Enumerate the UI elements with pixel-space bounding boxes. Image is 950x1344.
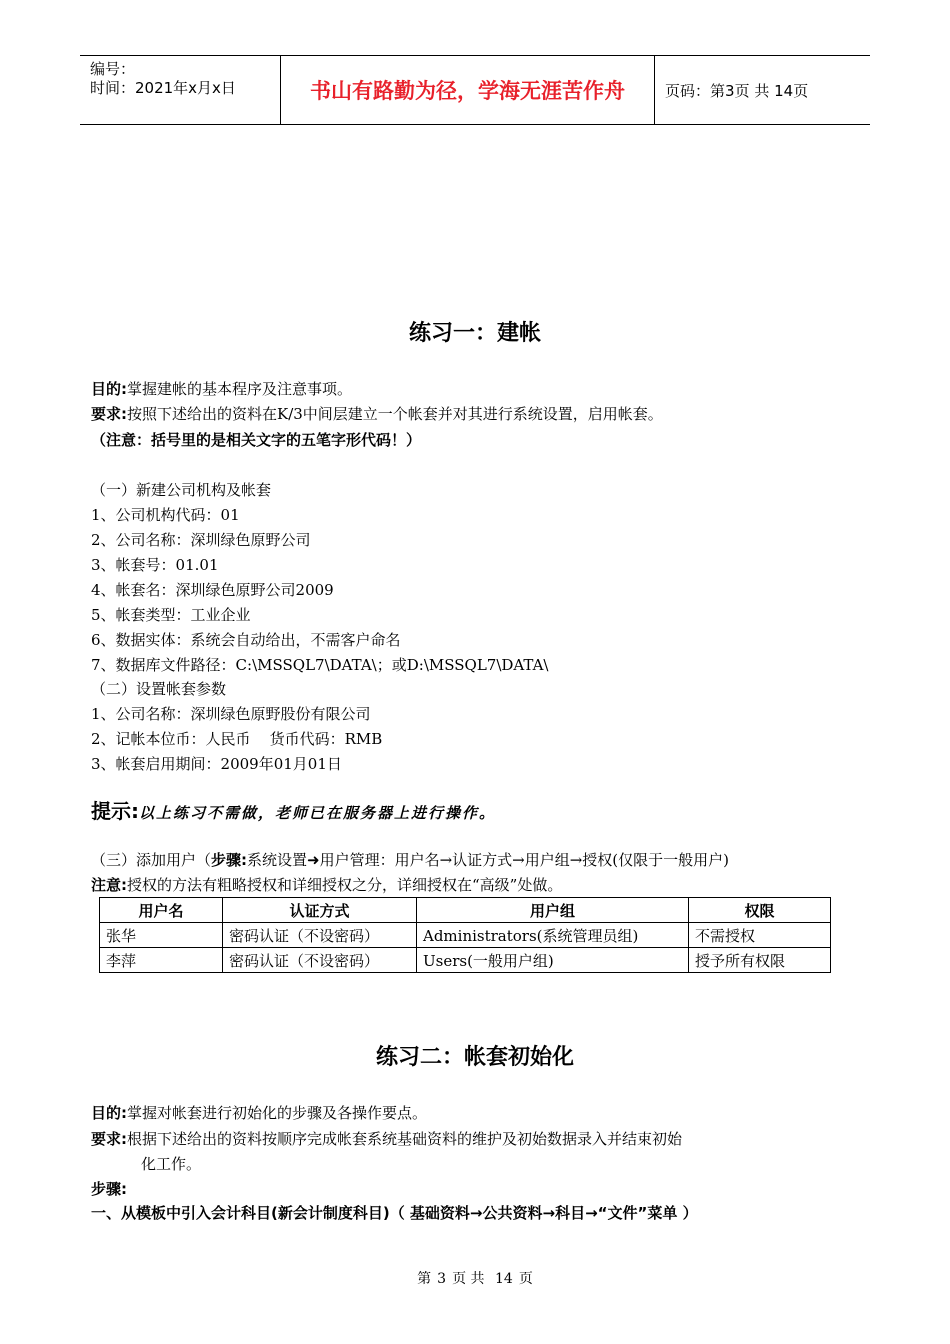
header-info-cell — [80, 56, 281, 124]
page-footer: 第 3 页 共 14 页 — [417, 1271, 533, 1287]
header-motto-cell — [281, 56, 655, 124]
exercise1-note: （注意：括号里的是相关文字的五笔字形代码！） — [91, 431, 422, 449]
section2-item: 1、公司名称：深圳绿色原野股份有限公司 — [91, 705, 371, 723]
section1-item: 5、帐套类型：工业企业 — [91, 606, 251, 624]
section3-title: （三）添加用户（步骤:系统设置➜用户管理：用户名→认证方式→用户组→授权(仅限于一般用户) — [91, 851, 729, 869]
exercise2-title: 练习二：帐套初始化 — [375, 1045, 574, 1070]
exercise2-requirement: 要求:根据下述给出的资料按顺序完成帐套系统基础资料的维护及初始数据录入并结束初始 — [91, 1130, 683, 1148]
table-cell: Users(一般用户组) — [417, 948, 689, 973]
exercise2-step1: 一、从模板中引入会计科目(新会计制度科目)（ 基础资料→公共资料→科目→“文件”菜单 ） — [91, 1204, 698, 1222]
exercise2-requirement-cont: 化工作。 — [141, 1155, 202, 1173]
hint-text: 以上练习不需做，老师已在服务器上进行操作。 — [139, 804, 497, 822]
section1-item: 6、数据实体：系统会自动给出，不需客户命名 — [91, 631, 401, 649]
section2-item: 2、记帐本位币：人民币 货币代码：RMB — [91, 730, 383, 748]
table-cell: 不需授权 — [689, 923, 831, 948]
exercise1-requirement: 要求:按照下述给出的资料在K/3中间层建立一个帐套并对其进行系统设置，启用帐套。 — [91, 405, 663, 423]
table-cell: 张华 — [100, 923, 223, 948]
section1-item: 1、公司机构代码：01 — [91, 506, 240, 524]
section1-item: 7、数据库文件路径：C:\MSSQL7\DATA\；或D:\MSSQL7\DATA\ — [91, 656, 549, 674]
table-cell: Administrators(系统管理员组) — [417, 923, 689, 948]
section1-item: 2、公司名称：深圳绿色原野公司 — [91, 531, 311, 549]
table-cell: 密码认证（不设密码） — [223, 923, 417, 948]
table-header: 用户组 — [417, 898, 689, 923]
exercise2-goal: 目的:掌握对帐套进行初始化的步骤及各操作要点。 — [91, 1104, 428, 1122]
section1-item: 4、帐套名：深圳绿色原野公司2009 — [91, 581, 334, 599]
exercise1-goal: 目的:掌握建帐的基本程序及注意事项。 — [91, 380, 353, 398]
section2-title: （二）设置帐套参数 — [91, 680, 227, 698]
hint-label: 提示: — [91, 799, 139, 823]
table-header-row — [100, 898, 831, 923]
table-header: 用户名 — [100, 898, 223, 923]
table-header: 认证方式 — [223, 898, 417, 923]
users-table — [99, 897, 831, 973]
table-header: 权限 — [689, 898, 831, 923]
doc-time-label: 时间：2021年x月x日 — [90, 79, 236, 97]
section2-item: 3、帐套启用期间：2009年01月01日 — [91, 755, 342, 773]
table-cell: 李萍 — [100, 948, 223, 973]
section1-item: 3、帐套号：01.01 — [91, 556, 219, 574]
section1-title: （一）新建公司机构及帐套 — [91, 481, 272, 499]
table-row — [100, 923, 831, 948]
doc-number-label: 编号： — [90, 60, 136, 78]
hint — [91, 797, 496, 827]
section3-note: 注意:授权的方法有粗略授权和详细授权之分，详细授权在“高级”处做。 — [91, 876, 563, 894]
header-motto: 书山有路勤为径，学海无涯苦作舟 — [310, 79, 625, 103]
page-header — [80, 55, 870, 125]
header-page-cell — [655, 56, 870, 124]
exercise2-steps-label: 步骤: — [91, 1180, 127, 1198]
table-cell: 密码认证（不设密码） — [223, 948, 417, 973]
exercise1-title: 练习一：建帐 — [408, 321, 541, 346]
table-cell: 授予所有权限 — [689, 948, 831, 973]
header-page-number: 页码：第3页 共 14页 — [665, 82, 809, 100]
table-row — [100, 948, 831, 973]
